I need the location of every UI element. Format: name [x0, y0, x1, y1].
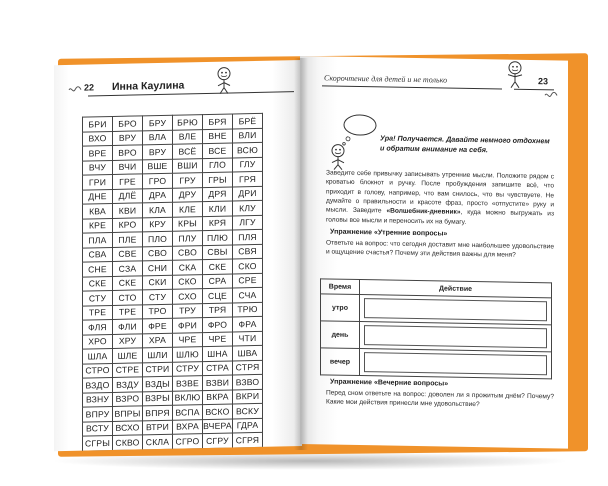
- syllable-cell: СРА: [203, 273, 233, 288]
- syllable-cell: СКЕ: [203, 259, 233, 274]
- syllable-cell: КЛЕ: [173, 202, 203, 217]
- syllable-cell: ВРУ: [113, 130, 143, 145]
- syllable-cell: ШЛИ: [143, 347, 173, 362]
- syllable-cell: ВРЕ: [83, 145, 113, 160]
- syllable-cell: ШЛЮ: [173, 347, 203, 362]
- syllable-cell: ПЛЮ: [203, 230, 233, 245]
- row-time-label: вечер: [321, 348, 360, 376]
- answer-box: [364, 352, 547, 375]
- syllable-cell: ЧРЕ: [203, 331, 233, 346]
- syllable-cell: ПЛО: [143, 231, 173, 246]
- syllable-cell: ШЛЕ: [113, 348, 143, 363]
- syllable-cell: ХРУ: [113, 333, 143, 348]
- syllable-cell: СТО: [113, 290, 143, 305]
- syllable-cell: СЗА: [113, 261, 143, 276]
- syllable-cell: ВЗНУ: [83, 392, 113, 407]
- syllable-cell: ДЛЁ: [113, 188, 143, 203]
- syllable-cell: ГРЫ: [203, 172, 233, 187]
- syllable-cell: СКЕ: [83, 276, 113, 291]
- syllable-cell: СКВО: [113, 435, 143, 450]
- row-time-label: утро: [321, 294, 360, 322]
- syllable-cell: ВКРА: [203, 389, 233, 404]
- syllable-cell: ТРЕ: [83, 305, 113, 320]
- syllable-cell: ВРО: [113, 145, 143, 160]
- page-number-right: 23: [537, 76, 548, 87]
- answer-box: [364, 325, 547, 348]
- syllable-cell: ЛГУ: [233, 215, 263, 230]
- time-action-table: [320, 278, 552, 379]
- right-page-header: [314, 72, 554, 96]
- syllable-cell: ВЛА: [143, 130, 173, 145]
- squiggle-icon: [544, 90, 558, 102]
- syllable-cell: СВЯ: [233, 244, 263, 259]
- syllable-cell: ХРА: [143, 333, 173, 348]
- callout-text: Ура! Получается. Давайте немного отдохнем и обратим внимание на себя.: [380, 133, 550, 155]
- left-page: [54, 60, 302, 451]
- syllable-cell: СКЕ: [113, 275, 143, 290]
- syllable-cell: ВСХО: [113, 420, 143, 435]
- syllable-cell: ВЗРО: [113, 391, 143, 406]
- syllable-cell: ШЛА: [83, 348, 113, 363]
- syllable-cell: ВХО: [83, 131, 113, 146]
- paragraph-morning-thoughts: [326, 168, 554, 228]
- syllable-cell: СКО: [233, 258, 263, 273]
- header-action: Действие: [360, 280, 552, 298]
- syllable-cell: БРЯ: [203, 114, 233, 129]
- syllable-cell: СТУ: [143, 289, 173, 304]
- syllable-cell: СГРЫ: [83, 435, 113, 450]
- syllable-cell: ВПРЫ: [113, 406, 143, 421]
- syllable-cell: ВЧУ: [83, 160, 113, 175]
- header-rule: [322, 85, 502, 89]
- syllable-cell: ВСПА: [173, 405, 203, 420]
- syllable-cell: ПЛЕ: [113, 232, 143, 247]
- syllable-cell: ДРУ: [173, 187, 203, 202]
- syllable-cell: КВИ: [113, 203, 143, 218]
- left-page-header: [68, 78, 294, 101]
- syllable-cell: ФЛИ: [113, 319, 143, 334]
- syllable-cell: ФРО: [203, 317, 233, 332]
- syllable-cell: ШВА: [233, 345, 263, 360]
- syllable-cell: ПЛА: [83, 232, 113, 247]
- syllable-cell: ГРИ: [83, 174, 113, 189]
- syllable-cell: СГРЯ: [233, 432, 263, 447]
- syllable-cell: ГРО: [143, 173, 173, 188]
- syllable-cell: ВЗВО: [233, 374, 263, 389]
- syllable-cell: ВСЕ: [203, 143, 233, 158]
- syllable-cell: СТРА: [203, 360, 233, 375]
- syllable-cell: БРИ: [83, 116, 113, 131]
- syllable-cell: ГДРА: [233, 418, 263, 433]
- syllable-table: [82, 113, 263, 451]
- table-row: [321, 348, 552, 379]
- exercise-title-morning: Упражнение «Утренние вопросы»: [330, 228, 448, 238]
- syllable-cell: ВХРА: [173, 419, 203, 434]
- syllable-cell: ВЗВИ: [203, 375, 233, 390]
- syllable-cell: ФРИ: [173, 318, 203, 333]
- syllable-cell: СКО: [173, 274, 203, 289]
- syllable-cell: СГРУ: [203, 433, 233, 448]
- syllable-cell: ВНЕ: [203, 128, 233, 143]
- exercise-text-morning: Ответьте на вопрос: что сегодня доставит мне наибольшее удовольствие и ощущение счастья? Почему эти действия важны для меня?: [326, 239, 554, 260]
- syllable-cell: ВЗДЫ: [143, 376, 173, 391]
- syllable-cell: ФРА: [233, 316, 263, 331]
- syllable-cell: ВЧЕРА: [203, 418, 233, 433]
- syllable-cell: ВСКО: [203, 404, 233, 419]
- syllable-cell: ВСЁ: [173, 144, 203, 159]
- syllable-cell: БРЁ: [233, 113, 263, 128]
- syllable-cell: ГРЕ: [113, 174, 143, 189]
- syllable-cell: КРО: [113, 217, 143, 232]
- syllable-cell: ТРО: [143, 304, 173, 319]
- exercise-title-evening: Упражнение «Вечерние вопросы»: [330, 378, 449, 388]
- syllable-cell: ВКРИ: [233, 389, 263, 404]
- syllable-cell: ВСКУ: [233, 403, 263, 418]
- action-cell: [360, 322, 552, 352]
- syllable-cell: БРО: [113, 116, 143, 131]
- table-row: [321, 294, 552, 325]
- right-page: [300, 56, 568, 449]
- syllable-cell: ДРЯ: [203, 186, 233, 201]
- syllable-cell: ДРИ: [233, 186, 263, 201]
- syllable-cell: ВЧИ: [113, 159, 143, 174]
- syllable-cell: ДРА: [143, 188, 173, 203]
- syllable-cell: ПЛУ: [173, 231, 203, 246]
- syllable-cell: ВСЮ: [233, 142, 263, 157]
- row-time-label: день: [321, 321, 360, 349]
- page-number-left: 22: [84, 82, 95, 93]
- syllable-cell: СКИ: [143, 275, 173, 290]
- syllable-cell: ГРУ: [173, 173, 203, 188]
- syllable-cell: ХРО: [83, 334, 113, 349]
- syllable-cell: ВЗРЫ: [143, 391, 173, 406]
- syllable-cell: СЧА: [233, 287, 263, 302]
- syllable-cell: ГЛО: [203, 157, 233, 172]
- paragraph-bold-text: «Волшебник-дневник»: [386, 207, 461, 217]
- thinking-figure-icon: [324, 112, 380, 176]
- syllable-cell: СТУ: [83, 290, 113, 305]
- syllable-cell: ТРУ: [173, 303, 203, 318]
- syllable-cell: СВО: [143, 246, 173, 261]
- book-gutter: [294, 58, 308, 450]
- header-time: Время: [321, 279, 360, 295]
- paragraph-text: Заведите себе привычку записывать утренние мысли. Положите рядом с кроватью блокнот и ручку. После пробуждения запишите всё, что приходит в голову, например, что вам снилось, что вы чувствуете. Не думайте о правильности и красоте фраз, просто «отпустите» руку и мысли. Заведите: [326, 169, 554, 215]
- syllable-cell: ВКЛЮ: [173, 390, 203, 405]
- syllable-cell: ЧРЕ: [173, 332, 203, 347]
- syllable-cell: СНИ: [143, 260, 173, 275]
- syllable-cell: СВО: [173, 245, 203, 260]
- syllable-cell: СТРЯ: [233, 360, 263, 375]
- author-name: Инна Каулина: [112, 79, 185, 93]
- syllable-cell: ВПРЯ: [143, 405, 173, 420]
- syllable-cell: КРЯ: [203, 215, 233, 230]
- syllable-cell: ВЗВЕ: [173, 376, 203, 391]
- syllable-cell: ВПРУ: [83, 406, 113, 421]
- syllable-cell: ТРЮ: [233, 302, 263, 317]
- syllable-cell: КВА: [83, 203, 113, 218]
- syllable-cell: СРЕ: [233, 273, 263, 288]
- syllable-cell: ВРУ: [143, 144, 173, 159]
- syllable-cell: СВЫ: [203, 244, 233, 259]
- syllable-cell: ВШЕ: [143, 159, 173, 174]
- action-cell: [360, 349, 552, 379]
- syllable-cell: КЛУ: [233, 200, 263, 215]
- syllable-cell: СКА: [173, 260, 203, 275]
- syllable-cell: ГЛУ: [233, 157, 263, 172]
- syllable-cell: ГРЯ: [233, 171, 263, 186]
- syllable-cell: ВТРИ: [143, 420, 173, 435]
- syllable-cell: ФЛЯ: [83, 319, 113, 334]
- action-cell: [360, 295, 552, 325]
- syllable-cell: СТРЕ: [113, 362, 143, 377]
- syllable-cell: ВШИ: [173, 158, 203, 173]
- syllable-cell: БРУ: [143, 115, 173, 130]
- syllable-cell: ВЗДО: [83, 377, 113, 392]
- syllable-cell: ШНА: [203, 346, 233, 361]
- syllable-cell: СТРО: [83, 363, 113, 378]
- exercise-text-evening: Перед сном ответьте на вопрос: доволен ли я прожитым днём? Почему? Какие мои действия принесли мне удовольствие?: [326, 389, 554, 409]
- syllable-cell: ПЛЯ: [233, 229, 263, 244]
- syllable-cell: ВСТУ: [83, 421, 113, 436]
- syllable-cell: ЧТИ: [233, 331, 263, 346]
- paragraph-text: , куда можно выгружать из головы все мысли и переносить их на бумагу.: [326, 209, 554, 226]
- syllable-cell: СТРИ: [143, 362, 173, 377]
- syllable-cell: СКЛА: [143, 434, 173, 449]
- running-head: Скорочтение для детей и не только: [324, 73, 448, 85]
- syllable-cell: КЛИ: [203, 201, 233, 216]
- syllable-cell: ВЗДУ: [113, 377, 143, 392]
- syllable-cell: ТРЯ: [203, 302, 233, 317]
- syllable-cell: КЛА: [143, 202, 173, 217]
- syllable-cell: СВЕ: [113, 246, 143, 261]
- syllable-cell: СТРУ: [173, 361, 203, 376]
- syllable-cell: СХО: [173, 289, 203, 304]
- syllable-cell: СВА: [83, 247, 113, 262]
- squiggle-icon: [68, 85, 82, 97]
- syllable-cell: ВЛЕ: [173, 129, 203, 144]
- syllable-cell: СЦЕ: [203, 288, 233, 303]
- syllable-cell: БРЮ: [173, 115, 203, 130]
- syllable-cell: КРЕ: [83, 218, 113, 233]
- syllable-cell: ДНЕ: [83, 189, 113, 204]
- syllable-cell: КРУ: [143, 217, 173, 232]
- syllable-cell: ВЛИ: [233, 128, 263, 143]
- syllable-cell: КРЫ: [173, 216, 203, 231]
- syllable-cell: ТРЕ: [113, 304, 143, 319]
- answer-box: [364, 298, 547, 321]
- stick-figure-icon: [210, 65, 238, 101]
- syllable-cell: СНЕ: [83, 261, 113, 276]
- syllable-cell: СГРО: [173, 434, 203, 449]
- table-row: [321, 321, 552, 352]
- syllable-cell: ФРЕ: [143, 318, 173, 333]
